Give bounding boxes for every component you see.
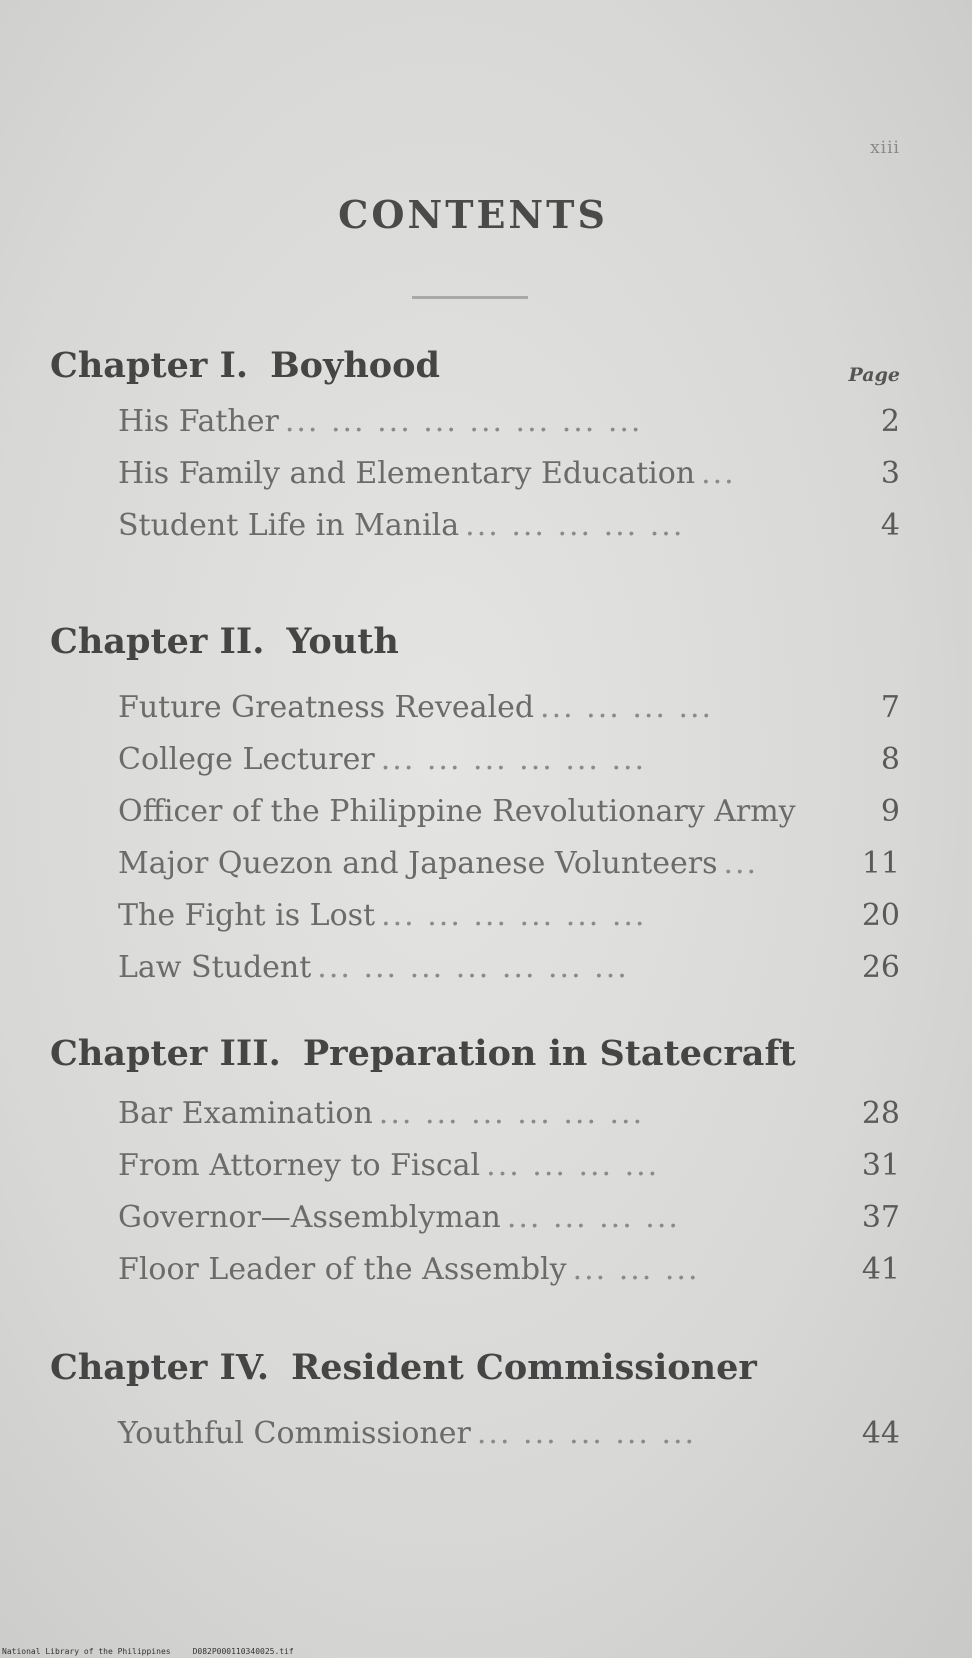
entry-page: 20 [861,898,900,933]
chapter-heading [50,612,900,672]
entry-label: Student Life in Manila [118,508,460,543]
chapter-number: Chapter I. [50,345,249,386]
toc-entry[interactable] [50,500,900,552]
entry-label: Law Student [118,950,312,985]
entry-list [50,682,900,994]
toc-entry[interactable] [50,734,900,786]
toc-entry[interactable] [50,682,900,734]
entry-page: 44 [861,1416,900,1451]
dot-leader: ... ... ... ... ... ... ... ... [284,404,643,439]
entry-page: 4 [880,508,900,543]
entry-label: Floor Leader of the Assembly [118,1252,567,1287]
entry-page: 2 [880,404,900,439]
toc-entry[interactable] [50,1408,900,1460]
entry-label: From Attorney to Fiscal [118,1148,481,1183]
dot-leader: ... ... ... ... ... ... [380,742,647,777]
chapter-3 [50,1024,900,1296]
entry-label: Governor—Assemblyman [118,1200,501,1235]
entry-list [50,1088,900,1296]
dot-leader: ... [723,846,759,881]
dot-leader: ... [701,456,736,491]
chapter-number: Chapter IV. [50,1347,270,1388]
entry-page: 3 [880,456,900,491]
toc-entry[interactable] [50,838,900,890]
chapter-name: Resident Commissioner [291,1347,757,1388]
dot-leader: ... ... ... ... [486,1148,660,1183]
toc-entry[interactable] [50,1192,900,1244]
chapter-number: Chapter II. [50,621,265,662]
entry-label: His Father [118,404,279,439]
toc-entry[interactable] [50,1244,900,1296]
entry-page: 7 [880,690,900,725]
chapter-2 [50,612,900,994]
dot-leader: ... ... ... ... ... ... [381,898,647,933]
dot-leader: ... ... ... ... ... ... ... [317,950,629,985]
chapter-1 [50,336,900,552]
dot-leader: ... ... ... ... ... [476,1416,697,1451]
entry-list [50,1408,900,1460]
chapter-number: Chapter III. [50,1033,281,1074]
dot-leader: ... ... ... ... ... ... [378,1096,645,1131]
footer-file: D082P000110340025.tif [192,1647,294,1656]
entry-label: Officer of the Philippine Revolutionary Army [118,794,796,829]
toc-entry[interactable] [50,1088,900,1140]
entry-page: 37 [861,1200,900,1235]
entry-page: 11 [861,846,900,881]
toc-entry[interactable] [50,942,900,994]
chapter-heading [50,1024,900,1084]
entry-page: 26 [861,950,900,985]
chapter-heading [50,336,900,396]
entry-page: 31 [861,1148,900,1183]
entry-page: 8 [880,742,900,777]
entry-label: The Fight is Lost [118,898,376,933]
toc-entry[interactable] [50,396,900,448]
dot-leader: ... ... ... ... [506,1200,680,1235]
page-column-label: Page [848,364,900,386]
entry-label: Youthful Commissioner [118,1416,471,1451]
chapter-name: Preparation in Statecraft [302,1033,796,1074]
entry-page: 41 [861,1252,900,1287]
page-title: CONTENTS [338,192,608,237]
title-divider [412,296,528,299]
entry-page: 9 [880,794,900,829]
chapter-heading [50,1338,900,1398]
dot-leader: ... ... ... ... ... [465,508,685,543]
entry-label: Future Greatness Revealed [118,690,535,725]
toc-entry[interactable] [50,786,900,838]
toc-entry[interactable] [50,890,900,942]
dot-leader: ... ... ... [572,1252,700,1287]
chapter-name: Boyhood [270,345,440,386]
toc-entry[interactable] [50,448,900,500]
entry-label: Major Quezon and Japanese Volunteers [118,846,718,881]
entry-page: 28 [861,1096,900,1131]
chapter-4 [50,1338,900,1460]
footer-source: National Library of the Philippines [2,1647,171,1656]
scan-footer [2,1647,316,1656]
toc-entry[interactable] [50,1140,900,1192]
entry-label: College Lecturer [118,742,375,777]
entry-label: His Family and Elementary Education [118,456,696,491]
entry-label: Bar Examination [118,1096,373,1131]
dot-leader: ... ... ... ... [540,690,714,725]
chapter-name: Youth [286,621,399,662]
entry-list [50,396,900,552]
page-number: xiii [870,138,900,158]
